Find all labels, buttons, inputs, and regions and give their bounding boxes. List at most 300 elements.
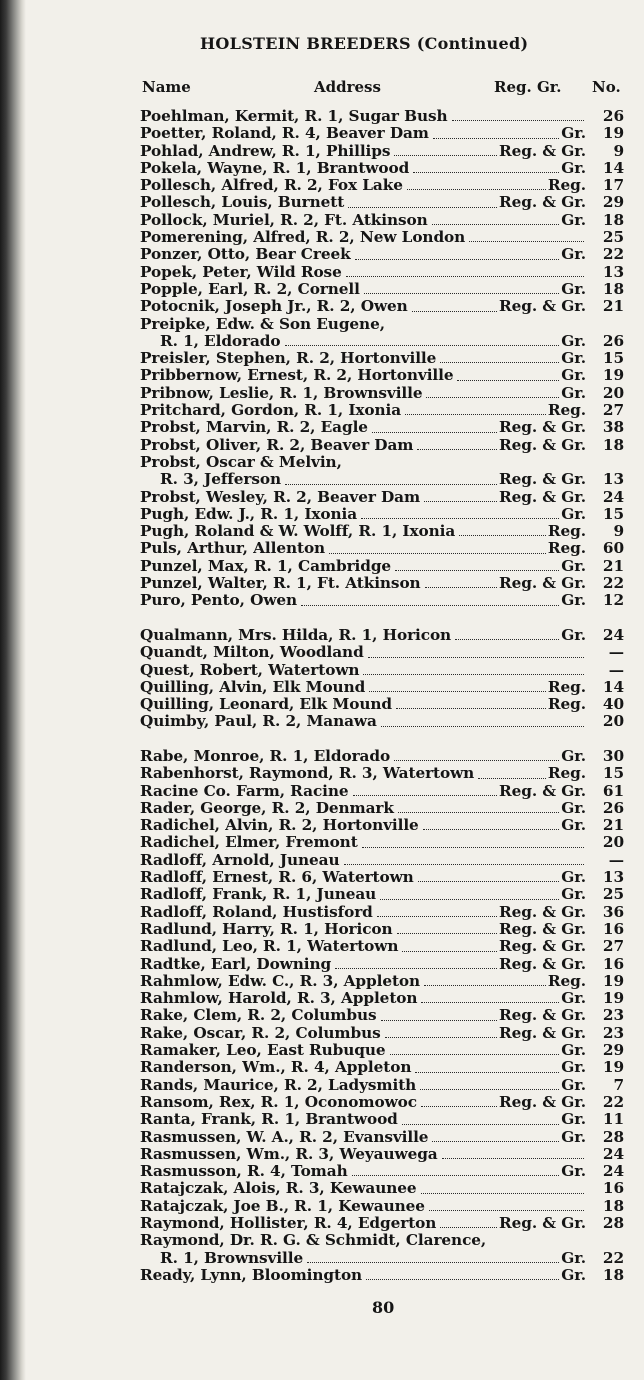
list-item [140, 419, 624, 436]
herd-count: 22 [602, 245, 624, 264]
list-item [140, 385, 624, 402]
page-number: 80 [372, 1298, 395, 1317]
herd-count: 15 [602, 764, 624, 783]
dot-leader [396, 704, 546, 709]
dot-leader [459, 531, 546, 536]
herd-count: 9 [613, 141, 624, 160]
herd-count: 18 [602, 210, 624, 229]
dot-leader [364, 289, 559, 294]
dot-leader [432, 1137, 559, 1142]
herd-count: 16 [602, 1179, 624, 1198]
breeder-name-address: R. 3, Jefferson [160, 470, 282, 489]
dot-leader [355, 255, 560, 260]
breeder-name-address: Ready, Lynn, Bloomington [140, 1265, 363, 1284]
herd-count: 19 [602, 1058, 624, 1077]
list-item [140, 1215, 624, 1232]
herd-count: 30 [602, 746, 624, 765]
dot-leader [348, 203, 497, 208]
breeder-name-address: Radichel, Alvin, R. 2, Hortonville [140, 816, 419, 835]
list-item [140, 264, 624, 281]
herd-count: 13 [602, 262, 624, 281]
registration-type: Gr. [561, 504, 586, 523]
dot-leader [452, 116, 585, 121]
dot-leader [366, 1275, 559, 1280]
breeder-name-address: Punzel, Max, R. 1, Cambridge [140, 556, 392, 575]
list-item [140, 125, 624, 142]
list-item [140, 350, 624, 367]
breeder-name-address: Qualmann, Mrs. Hilda, R. 1, Horicon [140, 625, 452, 644]
herd-count: 24 [602, 487, 624, 506]
herd-count: 18 [602, 279, 624, 298]
registration-type: Gr. [561, 279, 586, 298]
herd-count: 25 [602, 885, 624, 904]
list-item-continuation [140, 471, 624, 488]
dot-leader [385, 1033, 497, 1038]
registration-type: Reg. & Gr. [499, 418, 586, 437]
herd-count: 20 [602, 833, 624, 852]
breeder-name-address: Probst, Oliver, R. 2, Beaver Dam [140, 435, 414, 454]
registration-type: Gr. [561, 1127, 586, 1146]
registration-type: Gr. [561, 798, 586, 817]
list-item [140, 523, 624, 540]
herd-count: 22 [602, 1092, 624, 1111]
column-header-reg-gr: Reg. Gr. [494, 78, 562, 96]
dot-leader [418, 877, 560, 882]
registration-type: Reg. & Gr. [499, 574, 586, 593]
registration-type: Reg. & Gr. [499, 297, 586, 316]
registration-type: Reg. [547, 764, 586, 783]
breeder-name-address: Punzel, Walter, R. 1, Ft. Atkinson [140, 574, 421, 593]
dot-leader [442, 1154, 584, 1159]
list-item [140, 437, 624, 454]
breeder-name-address: Ramaker, Leo, East Rubuque [140, 1041, 386, 1060]
herd-count: 11 [602, 1110, 624, 1129]
herd-count: 19 [602, 366, 624, 385]
breeder-name-address: Rands, Maurice, R. 2, Ladysmith [140, 1075, 417, 1094]
breeder-name-address: Popple, Earl, R. 2, Cornell [140, 279, 360, 298]
herd-count: 20 [602, 383, 624, 402]
list-item [140, 367, 624, 384]
herd-count: 36 [602, 902, 624, 921]
column-header-no: No. [592, 78, 621, 96]
list-item [140, 817, 624, 834]
directory-page [140, 0, 630, 1380]
dot-leader [469, 237, 584, 242]
dot-leader [421, 1102, 497, 1107]
list-item [140, 990, 624, 1007]
herd-count: 60 [602, 539, 624, 558]
herd-count: — [608, 660, 624, 679]
dot-leader [372, 428, 497, 433]
herd-count: 17 [602, 176, 624, 195]
list-item [140, 177, 624, 194]
list-item [140, 662, 624, 679]
list-item [140, 1232, 624, 1249]
registration-type: Reg. & Gr. [499, 1023, 586, 1042]
registration-type: Reg. & Gr. [499, 902, 586, 921]
breeder-name-address: Pohlad, Andrew, R. 1, Phillips [140, 141, 391, 160]
breeder-name-address: Quilling, Alvin, Elk Mound [140, 677, 366, 696]
dot-leader [394, 151, 497, 156]
breeder-name-address: Quimby, Paul, R. 2, Manawa [140, 712, 377, 731]
dot-leader [398, 808, 559, 813]
dot-leader [440, 358, 559, 363]
breeder-name-address: Ransom, Rex, R. 1, Oconomowoc [140, 1092, 417, 1111]
breeder-name-address: Pritchard, Gordon, R. 1, Ixonia [140, 401, 402, 420]
dot-leader [381, 722, 584, 727]
breeder-name-address: Potocnik, Joseph Jr., R. 2, Owen [140, 297, 408, 316]
breeder-name-address: Probst, Wesley, R. 2, Beaver Dam [140, 487, 421, 506]
breeder-name-address: Rader, George, R. 2, Denmark [140, 798, 394, 817]
list-item [140, 298, 624, 315]
breeder-name-address: Radichel, Elmer, Fremont [140, 833, 358, 852]
list-item [140, 834, 624, 851]
dot-leader [369, 687, 546, 692]
herd-count: — [608, 643, 624, 662]
herd-count: 19 [602, 989, 624, 1008]
herd-count: 29 [602, 1041, 624, 1060]
breeder-name-address: Racine Co. Farm, Racine [140, 781, 349, 800]
registration-type: Reg. & Gr. [499, 487, 586, 506]
registration-type: Gr. [561, 1058, 586, 1077]
dot-leader [394, 756, 559, 761]
list-item [140, 108, 624, 125]
list-item [140, 281, 624, 298]
breeder-name-address: Quest, Robert, Watertown [140, 660, 360, 679]
registration-type: Reg. & Gr. [499, 470, 586, 489]
list-item [140, 610, 624, 645]
breeder-list [140, 108, 624, 1284]
herd-count: 61 [602, 781, 624, 800]
dot-leader [381, 1016, 498, 1021]
list-item [140, 489, 624, 506]
breeder-name-address: Rake, Oscar, R. 2, Columbus [140, 1023, 381, 1042]
herd-count: 22 [602, 574, 624, 593]
list-item [140, 1129, 624, 1146]
list-item [140, 800, 624, 817]
registration-type: Gr. [561, 816, 586, 835]
herd-count: 23 [602, 1023, 624, 1042]
registration-type: Gr. [561, 1110, 586, 1129]
breeder-name-address: Rabe, Monroe, R. 1, Eldorado [140, 746, 391, 765]
herd-count: 38 [602, 418, 624, 437]
registration-type: Reg. [547, 539, 586, 558]
breeder-name-address: Rahmlow, Harold, R. 3, Appleton [140, 989, 418, 1008]
breeder-name-address: Ranta, Frank, R. 1, Brantwood [140, 1110, 398, 1129]
list-item [140, 212, 624, 229]
registration-type: Gr. [561, 868, 586, 887]
breeder-name-address: Raymond, Dr. R. G. & Schmidt, Clarence, [140, 1231, 487, 1250]
registration-type: Gr. [561, 591, 586, 610]
breeder-name-address: Raymond, Hollister, R. 4, Edgerton [140, 1214, 437, 1232]
breeder-name-address: Radloff, Frank, R. 1, Juneau [140, 885, 377, 904]
list-item [140, 956, 624, 973]
list-item [140, 713, 624, 730]
registration-type: Gr. [561, 1075, 586, 1094]
list-item [140, 1198, 624, 1215]
breeder-name-address: Probst, Marvin, R. 2, Eagle [140, 418, 368, 437]
breeder-name-address: Pugh, Edw. J., R. 1, Ixonia [140, 504, 358, 523]
list-item [140, 229, 624, 246]
registration-type: Reg. & Gr. [499, 435, 586, 454]
dot-leader [412, 307, 497, 312]
registration-type: Reg. [547, 401, 586, 420]
dot-leader [413, 168, 559, 173]
dot-leader [307, 1258, 559, 1263]
breeder-name-address: Pugh, Roland & W. Wolff, R. 1, Ixonia [140, 522, 456, 541]
herd-count: 29 [602, 193, 624, 212]
breeder-name-address: Ratajczak, Joe B., R. 1, Kewaunee [140, 1196, 425, 1215]
breeder-name-address: Pollesch, Louis, Burnett [140, 193, 345, 212]
list-item [140, 886, 624, 903]
list-item [140, 765, 624, 782]
breeder-name-address: R. 1, Brownsville [160, 1248, 304, 1267]
registration-type: Gr. [561, 885, 586, 904]
breeder-name-address: Radlund, Leo, R. 1, Watertown [140, 937, 399, 956]
dot-leader [285, 341, 560, 346]
breeder-name-address: Quandt, Milton, Woodland [140, 643, 364, 662]
herd-count: 15 [602, 349, 624, 368]
list-item [140, 731, 624, 766]
herd-count: 18 [602, 1196, 624, 1215]
dot-leader [420, 1085, 559, 1090]
registration-type: Reg. [547, 522, 586, 541]
breeder-name-address: Radloff, Roland, Hustisford [140, 902, 373, 921]
dot-leader [417, 445, 497, 450]
dot-leader [478, 774, 546, 779]
dot-leader [433, 134, 559, 139]
dot-leader [421, 998, 559, 1003]
herd-count: 14 [602, 677, 624, 696]
list-item-continuation [140, 1250, 624, 1267]
registration-type: Reg. & Gr. [499, 1214, 586, 1232]
dot-leader [455, 635, 559, 640]
dot-leader [425, 583, 497, 588]
registration-type: Gr. [561, 366, 586, 385]
breeder-name-address: Poetter, Roland, R. 4, Beaver Dam [140, 124, 429, 143]
registration-type: Gr. [561, 746, 586, 765]
breeder-name-address: Puls, Arthur, Allenton [140, 539, 326, 558]
breeder-name-address: Ratajczak, Alois, R. 3, Kewaunee [140, 1179, 417, 1198]
list-item [140, 921, 624, 938]
breeder-name-address: Quilling, Leonard, Elk Mound [140, 695, 392, 714]
dot-leader [407, 185, 546, 190]
registration-type: Reg. [547, 695, 586, 714]
herd-count: 26 [602, 331, 624, 350]
list-item [140, 852, 624, 869]
breeder-name-address: Rasmussen, Wm., R. 3, Weyauwega [140, 1144, 438, 1163]
breeder-name-address: Rake, Clem, R. 2, Columbus [140, 1006, 377, 1025]
list-item [140, 869, 624, 886]
registration-type: Reg. & Gr. [499, 781, 586, 800]
dot-leader [329, 549, 546, 554]
herd-count: 28 [602, 1127, 624, 1146]
dot-leader [424, 981, 546, 986]
herd-count: 24 [602, 625, 624, 644]
list-item [140, 1146, 624, 1163]
herd-count: 16 [602, 954, 624, 973]
list-item-continuation [140, 333, 624, 350]
dot-leader [415, 1068, 559, 1073]
breeder-name-address: Pollesch, Alfred, R. 2, Fox Lake [140, 176, 403, 195]
registration-type: Gr. [561, 1265, 586, 1284]
dot-leader [402, 1120, 559, 1125]
herd-count: 20 [602, 712, 624, 731]
list-item [140, 1025, 624, 1042]
herd-count: 21 [602, 297, 624, 316]
dot-leader [397, 929, 497, 934]
dot-leader [368, 653, 584, 658]
dot-leader [363, 670, 584, 675]
list-item [140, 1180, 624, 1197]
list-item [140, 1007, 624, 1024]
herd-count: 19 [602, 124, 624, 143]
list-item [140, 1059, 624, 1076]
herd-count: 28 [602, 1214, 624, 1232]
breeder-name-address: R. 1, Eldorado [160, 331, 281, 350]
herd-count: 18 [602, 1265, 624, 1284]
dot-leader [432, 220, 560, 225]
dot-leader [362, 843, 584, 848]
herd-count: 9 [613, 522, 624, 541]
list-item [140, 143, 624, 160]
list-item [140, 558, 624, 575]
list-item [140, 973, 624, 990]
breeder-name-address: Rasmusson, R. 4, Tomah [140, 1162, 348, 1181]
dot-leader [423, 825, 560, 830]
dot-leader [421, 1189, 584, 1194]
dot-leader [352, 1171, 560, 1176]
list-item [140, 194, 624, 211]
herd-count: 23 [602, 1006, 624, 1025]
registration-type: Reg. [547, 176, 586, 195]
registration-type: Reg. & Gr. [499, 193, 586, 212]
dot-leader [457, 376, 559, 381]
dot-leader [429, 1206, 584, 1211]
registration-type: Gr. [561, 245, 586, 264]
registration-type: Reg. & Gr. [499, 1092, 586, 1111]
dot-leader [301, 601, 559, 606]
list-item [140, 160, 624, 177]
registration-type: Gr. [561, 349, 586, 368]
herd-count: 21 [602, 556, 624, 575]
list-item [140, 506, 624, 523]
breeder-name-address: Rahmlow, Edw. C., R. 3, Appleton [140, 971, 421, 990]
herd-count: 27 [602, 937, 624, 956]
breeder-name-address: Radlund, Harry, R. 1, Horicon [140, 919, 393, 938]
list-item [140, 454, 624, 471]
list-item [140, 904, 624, 921]
herd-count: 22 [602, 1248, 624, 1267]
column-header-row [140, 78, 624, 98]
dot-leader [361, 514, 559, 519]
registration-type: Gr. [561, 158, 586, 177]
registration-type: Gr. [561, 989, 586, 1008]
registration-type: Gr. [561, 556, 586, 575]
registration-type: Gr. [561, 1041, 586, 1060]
breeder-name-address: Rabenhorst, Raymond, R. 3, Watertown [140, 764, 475, 783]
breeder-name-address: Ponzer, Otto, Bear Creek [140, 245, 351, 264]
herd-count: 13 [602, 470, 624, 489]
registration-type: Reg. [547, 971, 586, 990]
breeder-name-address: Randerson, Wm., R. 4, Appleton [140, 1058, 412, 1077]
herd-count: 24 [602, 1162, 624, 1181]
breeder-name-address: Probst, Oscar & Melvin, [140, 452, 342, 471]
herd-count: 14 [602, 158, 624, 177]
list-item [140, 1077, 624, 1094]
list-item [140, 592, 624, 609]
herd-count: 15 [602, 504, 624, 523]
registration-type: Gr. [561, 1162, 586, 1181]
dot-leader [335, 964, 497, 969]
registration-type: Reg. & Gr. [499, 141, 586, 160]
breeder-name-address: Radloff, Ernest, R. 6, Watertown [140, 868, 414, 887]
dot-leader [426, 393, 559, 398]
list-item [140, 575, 624, 592]
breeder-name-address: Puro, Pento, Owen [140, 591, 298, 610]
list-item [140, 316, 624, 333]
breeder-name-address: Poehlman, Kermit, R. 1, Sugar Bush [140, 107, 448, 125]
herd-count: 27 [602, 401, 624, 420]
breeder-name-address: Pribbernow, Ernest, R. 2, Hortonville [140, 366, 454, 385]
breeder-name-address: Rasmussen, W. A., R. 2, Evansville [140, 1127, 429, 1146]
registration-type: Reg. & Gr. [499, 1006, 586, 1025]
list-item [140, 1163, 624, 1180]
registration-type: Gr. [561, 625, 586, 644]
list-item [140, 540, 624, 557]
list-item [140, 402, 624, 419]
list-item [140, 1042, 624, 1059]
herd-count: 18 [602, 435, 624, 454]
dot-leader [402, 947, 497, 952]
dot-leader [353, 791, 497, 796]
list-item [140, 938, 624, 955]
registration-type: Reg. [547, 677, 586, 696]
herd-count: 21 [602, 816, 624, 835]
dot-leader [440, 1223, 497, 1228]
herd-count: 19 [602, 971, 624, 990]
herd-count: 26 [602, 107, 624, 125]
dot-leader [424, 497, 497, 502]
breeder-name-address: Preipke, Edw. & Son Eugene, [140, 314, 385, 333]
list-item [140, 1094, 624, 1111]
list-item [140, 696, 624, 713]
dot-leader [344, 860, 584, 865]
registration-type: Gr. [561, 210, 586, 229]
herd-count: 25 [602, 228, 624, 247]
herd-count: 24 [602, 1144, 624, 1163]
registration-type: Reg. & Gr. [499, 954, 586, 973]
list-item [140, 783, 624, 800]
registration-type: Reg. & Gr. [499, 919, 586, 938]
herd-count: 26 [602, 798, 624, 817]
page-title: HOLSTEIN BREEDERS (Continued) [200, 34, 529, 53]
list-item [140, 1267, 624, 1284]
dot-leader [377, 912, 497, 917]
dot-leader [346, 272, 584, 277]
breeder-name-address: Radloff, Arnold, Juneau [140, 850, 340, 869]
registration-type: Gr. [561, 383, 586, 402]
dot-leader [285, 480, 497, 485]
breeder-name-address: Pomerening, Alfred, R. 2, New London [140, 228, 466, 247]
breeder-name-address: Radtke, Earl, Downing [140, 954, 332, 973]
herd-count: 40 [602, 695, 624, 714]
registration-type: Reg. & Gr. [499, 937, 586, 956]
breeder-name-address: Popek, Peter, Wild Rose [140, 262, 342, 281]
list-item [140, 246, 624, 263]
column-header-name: Name [142, 78, 191, 96]
breeder-name-address: Preisler, Stephen, R. 2, Hortonville [140, 349, 437, 368]
